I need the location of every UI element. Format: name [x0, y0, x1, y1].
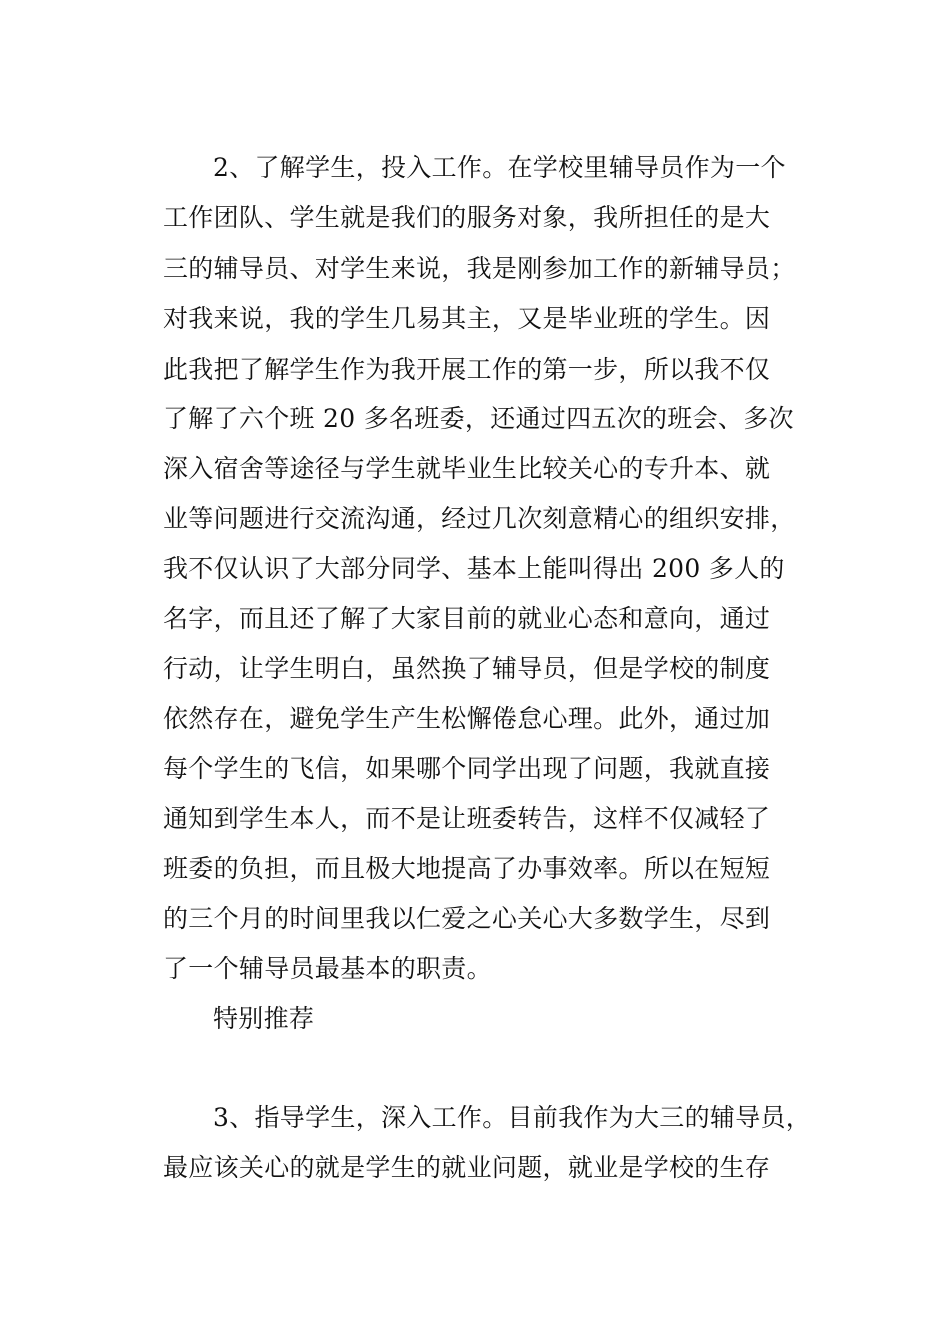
- paragraph-line: 深入宿舍等途径与学生就毕业生比较关心的专升本、就: [163, 454, 771, 483]
- paragraph-line: 了一个辅导员最基本的职责。: [163, 954, 492, 983]
- paragraph-line: 2、了解学生，投入工作。在学校里辅导员作为一个: [213, 153, 786, 182]
- special-recommend-heading: 特别推荐: [213, 1004, 315, 1033]
- paragraph-line: 最应该关心的就是学生的就业问题，就业是学校的生存: [163, 1153, 771, 1182]
- paragraph-line: 每个学生的飞信，如果哪个同学出现了问题，我就直接: [163, 754, 771, 783]
- paragraph-line: 业等问题进行交流沟通，经过几次刻意精心的组织安排，: [163, 504, 796, 533]
- paragraph-line: 行动，让学生明白，虽然换了辅导员，但是学校的制度: [163, 654, 771, 683]
- paragraph-line: 名字，而且还了解了大家目前的就业心态和意向，通过: [163, 604, 771, 633]
- paragraph-line: 了解了六个班 20 多名班委，还通过四五次的班会、多次: [163, 404, 794, 433]
- paragraph-line: 班委的负担，而且极大地提高了办事效率。所以在短短: [163, 854, 771, 883]
- paragraph-line: 三的辅导员、对学生来说，我是刚参加工作的新辅导员；: [163, 254, 796, 283]
- paragraph-line: 3、指导学生，深入工作。目前我作为大三的辅导员，: [213, 1103, 812, 1132]
- paragraph-line: 我不仅认识了大部分同学、基本上能叫得出 200 多人的: [163, 554, 785, 583]
- paragraph-line: 此我把了解学生作为我开展工作的第一步，所以我不仅: [163, 355, 771, 384]
- paragraph-line: 依然存在，避免学生产生松懈倦怠心理。此外，通过加: [163, 704, 771, 733]
- paragraph-line: 通知到学生本人，而不是让班委转告，这样不仅减轻了: [163, 804, 771, 833]
- paragraph-line: 对我来说，我的学生几易其主，又是毕业班的学生。因: [163, 304, 771, 333]
- paragraph-line: 的三个月的时间里我以仁爱之心关心大多数学生，尽到: [163, 904, 771, 933]
- paragraph-line: 工作团队、学生就是我们的服务对象，我所担任的是大: [163, 203, 771, 232]
